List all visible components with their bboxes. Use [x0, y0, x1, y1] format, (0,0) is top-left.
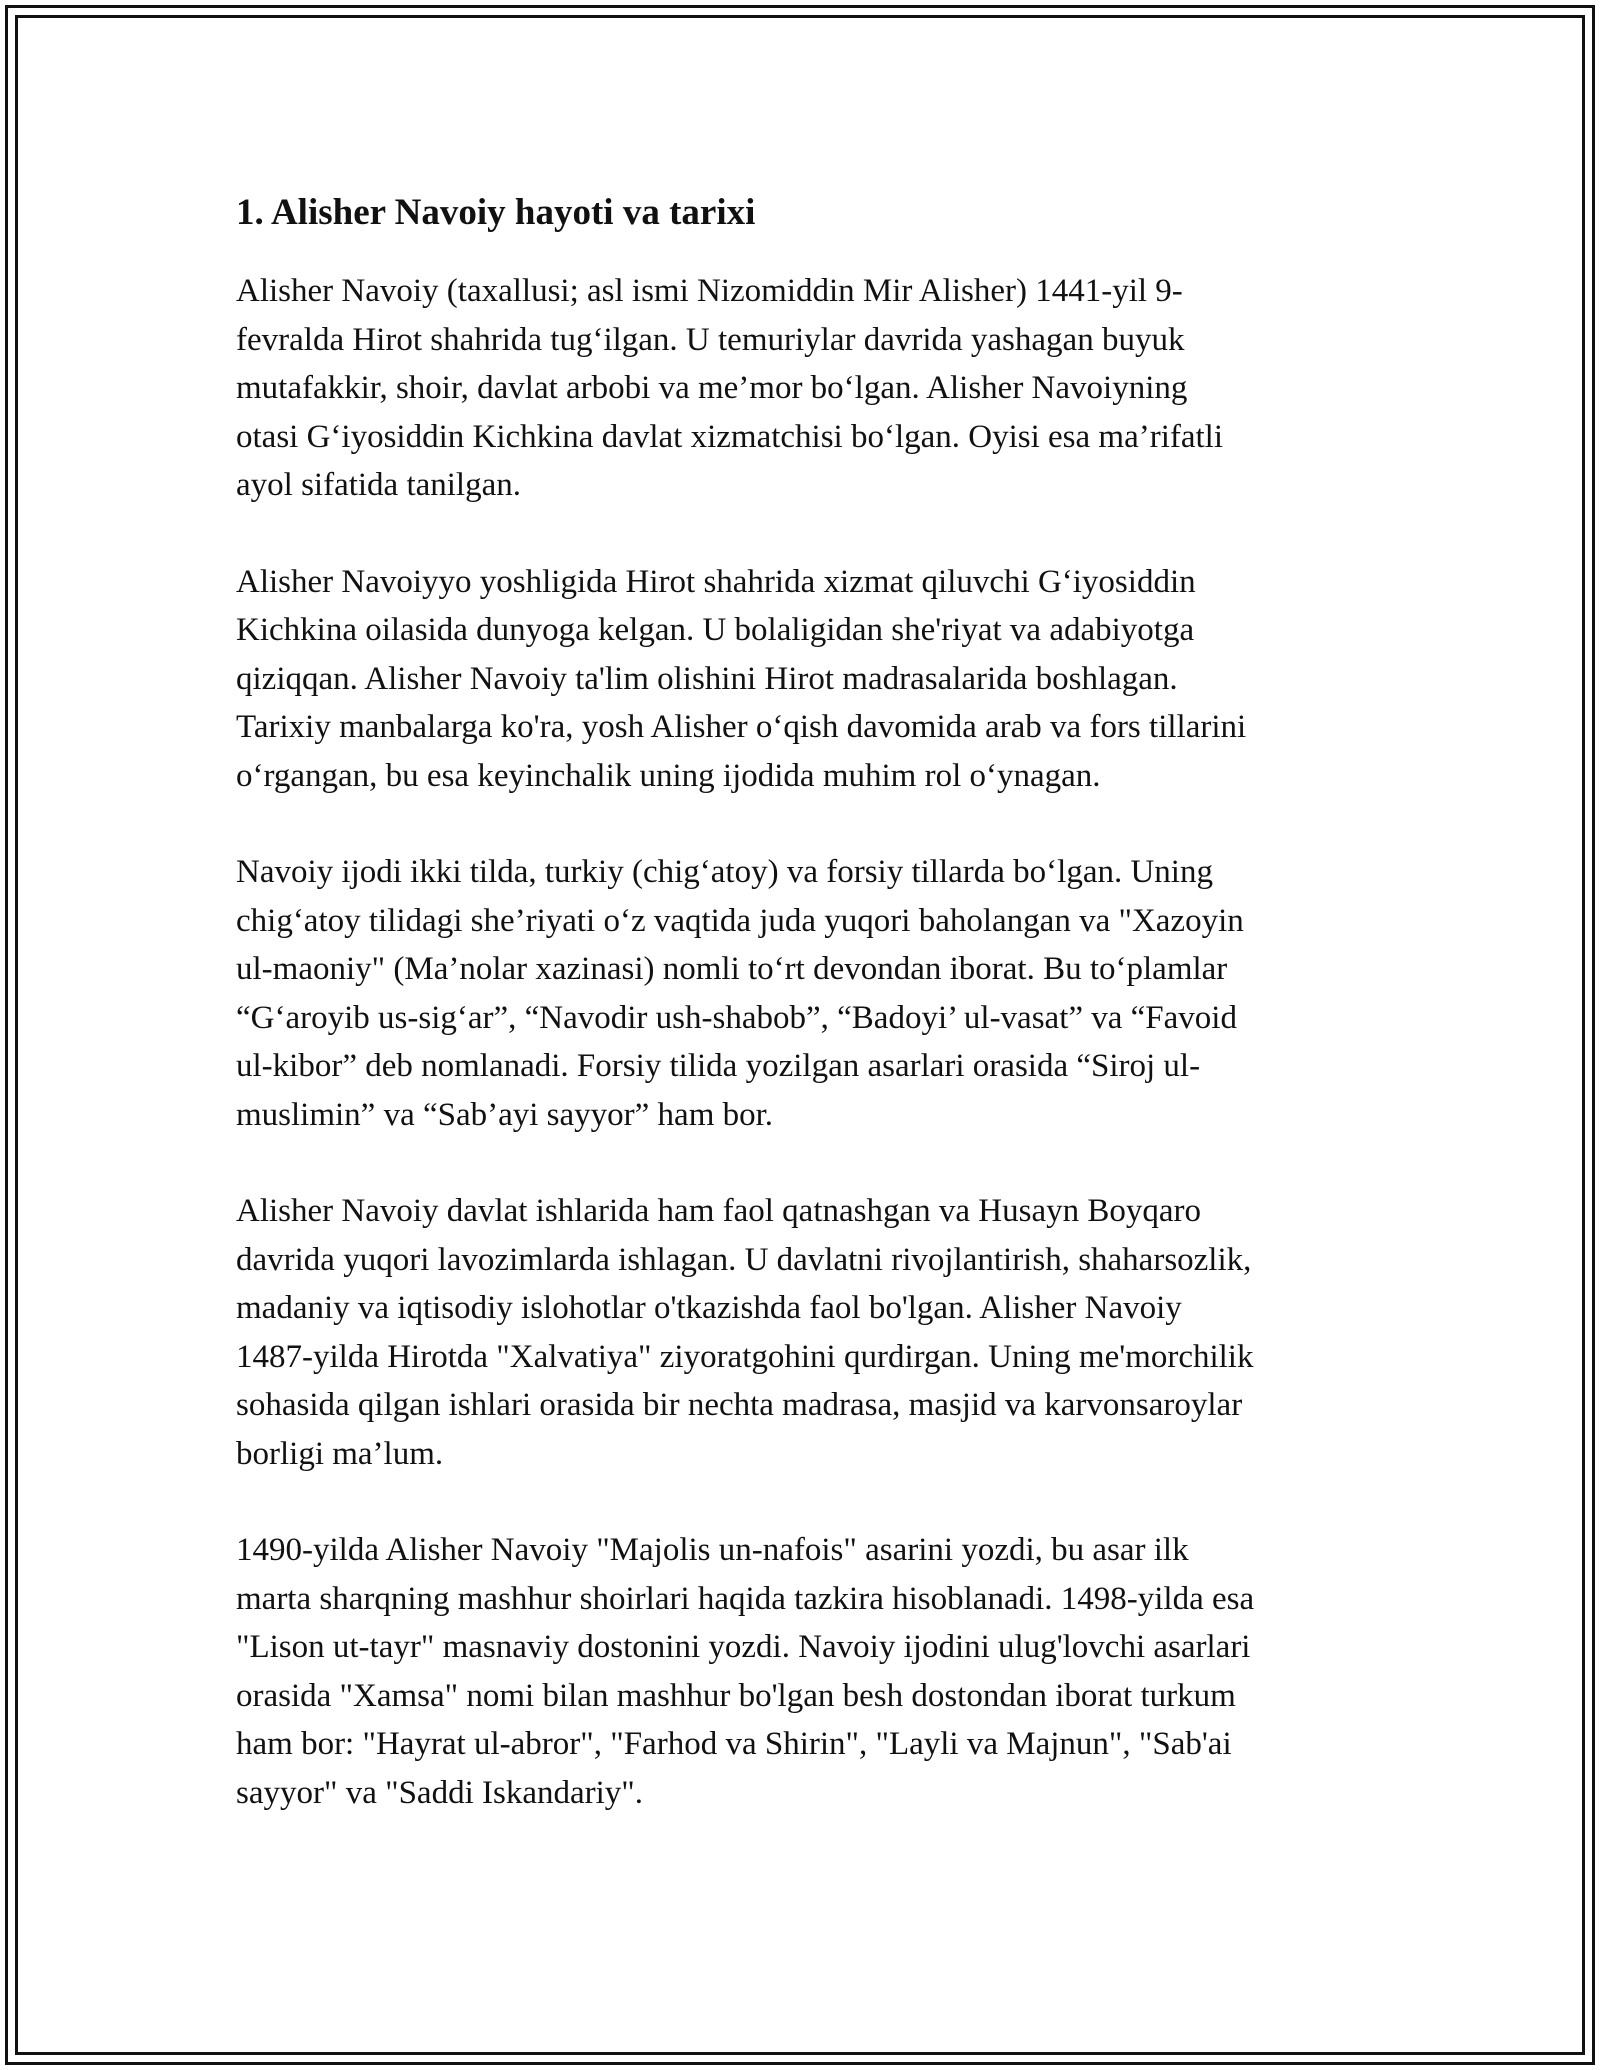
text-line: 1490-yilda Alisher Navoiy "Majolis un-nafois" asarini yozdi, bu asar ilk [236, 1532, 1189, 1568]
text-line: ayol sifatida tanilgan. [236, 467, 521, 503]
text-line: ul-kibor” deb nomlanadi. Forsiy tilida yozilgan asarlari orasida “Siroj ul- [236, 1048, 1201, 1084]
text-line: sayyor" va "Saddi Iskandariy". [236, 1774, 643, 1811]
paragraph-literary-works [236, 848, 1396, 1139]
text-line: o‘rgangan, bu esa keyinchalik uning ijodida muhim rol o‘ynagan. [236, 757, 1101, 794]
paragraph-state-service [236, 1187, 1396, 1478]
text-line: borligi ma’lum. [236, 1435, 444, 1472]
text-line: Navoiy ijodi ikki tilda, turkiy (chig‘atoy) va forsiy tillarda bo‘lgan. Uning [236, 854, 1213, 890]
text-line: Alisher Navoiyyo yoshligida Hirot shahrida xizmat qiluvchi G‘iyosiddin [236, 563, 1196, 600]
text-line: qiziqqan. Alisher Navoiy ta'lim olishini Hirot madrasalarida boshlagan. [236, 660, 1178, 697]
paragraph-biography-intro [236, 267, 1396, 510]
text-line: marta sharqning mashhur shoirlari haqida tazkira hisoblanadi. 1498-yilda esa [236, 1580, 1255, 1617]
text-line: orasida "Xamsa" nomi bilan mashhur bo'lgan besh dostondan iborat turkum [236, 1677, 1236, 1714]
text-line: fevralda Hirot shahrida tug‘ilgan. U temuriylar davrida yashagan buyuk [236, 321, 1185, 358]
text-line: ham bor: "Hayrat ul-abror", "Farhod va Shirin", "Layli va Majnun", "Sab'ai [236, 1726, 1232, 1762]
text-line: 1487-yilda Hirotda "Xalvatiya" ziyoratgohini qurdirgan. Uning me'morchilik [236, 1338, 1254, 1375]
text-line: Kichkina oilasida dunyoga kelgan. U bolaligidan she'riyat va adabiyotga [236, 612, 1195, 648]
text-line: chig‘atoy tilidagi she’riyati o‘z vaqtida juda yuqori baholangan va "Xazoyin [236, 902, 1244, 939]
text-line: davrida yuqori lavozimlarda ishlagan. U davlatni rivojlantirish, shaharsozlik, [236, 1241, 1252, 1278]
text-line: Alisher Navoiy davlat ishlarida ham faol qatnashgan va Husayn Boyqaro [236, 1193, 1201, 1229]
text-line: “G‘aroyib us-sig‘ar”, “Navodir ush-shabob”, “Badoyi’ ul-vasat” va “Favoid [236, 999, 1237, 1036]
text-line: mutafakkir, shoir, davlat arbobi va me’mor bo‘lgan. Alisher Navoiyning [236, 370, 1188, 406]
document-body [236, 185, 1396, 1865]
text-line: madaniy va iqtisodiy islohotlar o'tkazishda faol bo'lgan. Alisher Navoiy [236, 1290, 1182, 1326]
section-heading: 1. Alisher Navoiy hayoti va tarixi [236, 192, 756, 233]
paragraph-later-works [236, 1526, 1396, 1817]
paragraph-youth-education [236, 558, 1396, 801]
text-line: Tarixiy manbalarga ko'ra, yosh Alisher o‘qish davomida arab va fors tillarini [236, 709, 1247, 745]
text-line: sohasida qilgan ishlari orasida bir nechta madrasa, masjid va karvonsaroylar [236, 1387, 1243, 1423]
text-line: "Lison ut-tayr" masnaviy dostonini yozdi. Navoiy ijodini ulug'lovchi asarlari [236, 1629, 1251, 1665]
text-line: Alisher Navoiy (taxallusi; asl ismi Nizomiddin Mir Alisher) 1441-yil 9- [236, 273, 1183, 309]
text-line: otasi G‘iyosiddin Kichkina davlat xizmatchisi bo‘lgan. Oyisi esa ma’rifatli [236, 418, 1224, 455]
text-line: ul-maoniy" (Ma’nolar xazinasi) nomli to‘rt devondan iborat. Bu to‘plamlar [236, 951, 1228, 987]
text-line: muslimin” va “Sab’ayi sayyor” ham bor. [236, 1096, 774, 1133]
